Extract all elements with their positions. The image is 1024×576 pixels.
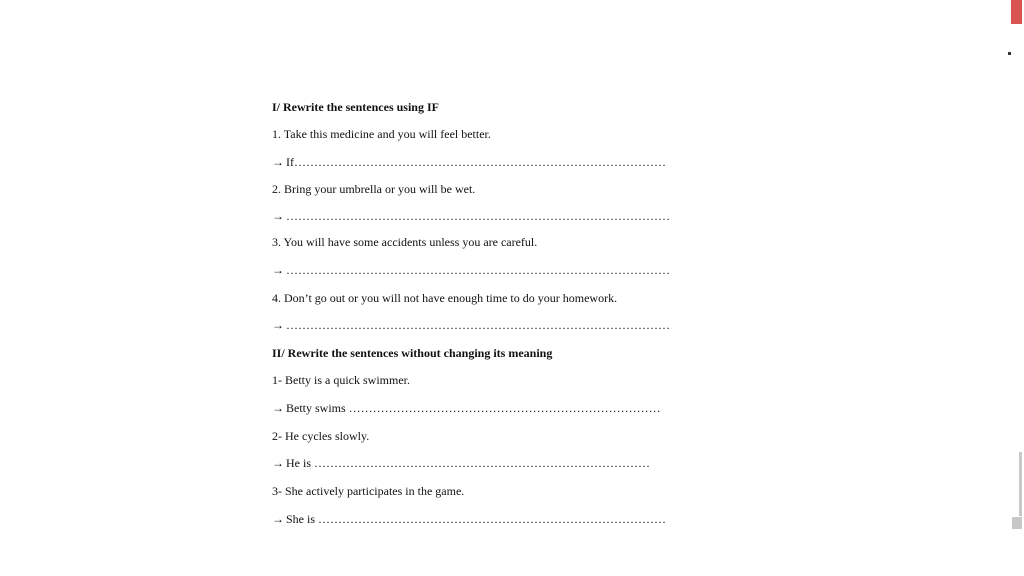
exercise-2-1-answer-line: → Betty swims …………………………………………………………………… [272, 401, 661, 415]
exercise-2-3-answer-line: → She is …………………………………………………………………………… [272, 512, 667, 526]
scroll-marker [1011, 0, 1022, 24]
exercise-1-3-answer-line: → …………………………………………………………………………………… [272, 263, 670, 277]
exercise-1-4-prompt: 4. Don’t go out or you will not have enough time to do your homework. [272, 291, 618, 305]
exercise-2-3-prompt: 3- She actively participates in the game. [272, 484, 465, 498]
exercise-1-2-prompt: 2. Bring your umbrella or you will be wet. [272, 182, 476, 196]
scrollbar-thumb-end[interactable] [1012, 517, 1022, 529]
exercise-1-2-answer-line: → …………………………………………………………………………………… [272, 209, 670, 223]
exercise-1-1-prompt: 1. Take this medicine and you will feel better. [272, 127, 491, 141]
arrow-icon: → [272, 512, 284, 526]
section-2-heading: II/ Rewrite the sentences without changing its meaning [272, 346, 553, 360]
exercise-2-2-answer-line: → He is ………………………………………………………………………… [272, 456, 650, 470]
vertical-scrollbar[interactable] [1008, 0, 1024, 576]
scrollbar-thumb[interactable] [1019, 452, 1022, 516]
exercise-1-4-answer-line: → …………………………………………………………………………………… [272, 318, 670, 332]
arrow-icon: → [272, 155, 284, 169]
exercise-2-1-prompt: 1- Betty is a quick swimmer. [272, 373, 410, 387]
scroll-indicator-dot [1008, 52, 1011, 55]
arrow-icon: → [272, 401, 284, 415]
arrow-icon: → [272, 263, 284, 277]
section-1-heading: I/ Rewrite the sentences using IF [272, 100, 439, 114]
exercise-1-1-answer-line: → If………………………………………………………………………………… [272, 155, 666, 169]
exercise-1-3-prompt: 3. You will have some accidents unless you are careful. [272, 235, 538, 249]
arrow-icon: → [272, 318, 284, 332]
exercise-2-2-prompt: 2- He cycles slowly. [272, 429, 370, 443]
arrow-icon: → [272, 456, 284, 470]
arrow-icon: → [272, 209, 284, 223]
